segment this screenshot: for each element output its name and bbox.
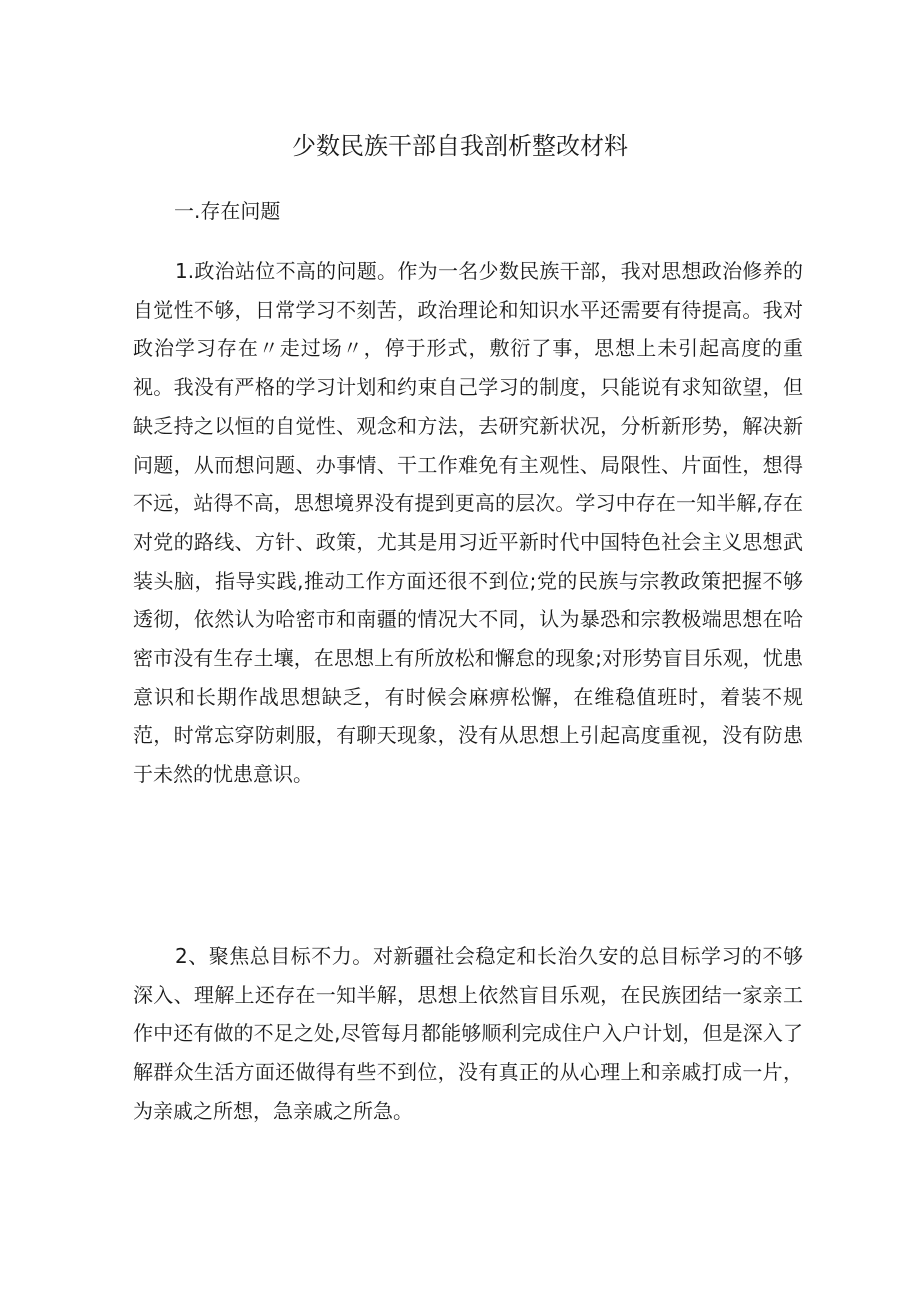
paragraph-political-stance: 1.政治站位不高的问题。作为一名少数民族干部，我对思想政治修养的自觉性不够，日常学习不刻苦，政治理论和知识水平还需要有待提高。我对政治学习存在〃走过场〃，停于形式，敷衍了事，思想上未引起高度的重视。我没有严格的学习计划和约束自己学习的制度，只能说有求知欲望，但缺乏持之以恒的自觉性、观念和方法，去研究新状况，分析新形势，解决新问题，从而想问题、办事情、干工作难免有主观性、局限性、片面性，想得不远，站得不高，思想境界没有提到更高的层次。学习中存在一知半解,存在对党的路线、方针、政策，尤其是用习近平新时代中国特色社会主义思想武装头脑，指导实践,推动工作方面还很不到位;党的民族与宗教政策把握不够透彻，依然认为哈密市和南疆的情况大不同，认为暴恐和宗教极端思想在哈密市没有生存土壤，在思想上有所放松和懈怠的现象;对形势盲目乐观，忧患意识和长期作战思想缺乏，有时候会麻痹松懈，在维稳值班时，着装不规范，时常忘穿防刺服，有聊天现象，没有从思想上引起高度重视，没有防患于未然的忧患意识。 [133, 259, 803, 787]
paragraph-general-goal: 2、聚焦总目标不力。对新疆社会稳定和长治久安的总目标学习的不够深入、理解上还存在一知半解，思想上依然盲目乐观，在民族团结一家亲工作中还有做的不足之处,尽管每月都能够顺利完成住户入户计划，但是深入了解群众生活方面还做得有些不到位，没有真正的从心理上和亲戚打成一片，为亲戚之所想，急亲戚之所急。 [133, 944, 803, 1123]
document-title: 少数民族干部自我剖析整改材料 [292, 132, 628, 160]
section-heading: 一.存在问题 [174, 199, 281, 223]
